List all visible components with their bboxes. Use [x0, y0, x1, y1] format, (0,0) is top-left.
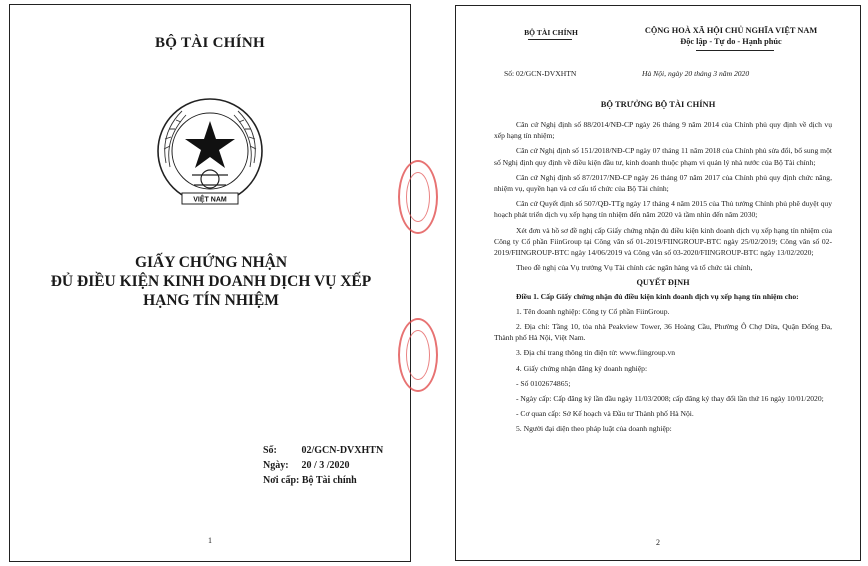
meta-value: Bộ Tài chính [301, 475, 357, 486]
legal-basis-paragraph: Căn cứ Nghị định số 87/2017/NĐ-CP ngày 26 tháng 07 năm 2017 của Chính phủ quy định chức năng, nhiệm vụ, quyền hạn và cơ cấu tổ chức của Bộ Tài chính; [494, 172, 832, 194]
red-seal-stamp [398, 160, 438, 234]
legal-basis-paragraph: Căn cứ Quyết định số 507/QĐ-TTg ngày 17 tháng 4 năm 2015 của Thủ tướng Chính phủ phê duyệt quy hoạch phát triển dịch vụ xếp hạng tín nhiệm đến năm 2020 và tầm nhìn đến năm 2030; [494, 199, 832, 220]
certificate-title-line: GIẤY CHỨNG NHẬN [134, 254, 288, 271]
red-seal-stamp [398, 318, 438, 392]
document-number: Số: 02/GCN-DVXHTN [504, 69, 577, 78]
minister-heading: BỘ TRƯỞNG BỘ TÀI CHÍNH [600, 99, 716, 109]
article-item: 2. Địa chỉ: Tầng 10, tòa nhà Peakview Tower, 36 Hoàng Cầu, Phường Ô Chợ Dừa, Quận Đống Đa, Thành phố Hà Nội, Việt Nam. [494, 322, 832, 343]
legal-basis-paragraph: Căn cứ Nghị định số 88/2014/NĐ-CP ngày 26 tháng 9 năm 2014 của Chính phủ quy định về dịch vụ xếp hạng tín nhiệm; [494, 120, 832, 141]
page-number: 1 [208, 536, 212, 545]
meta-row-number [263, 443, 383, 458]
article-item: 3. Địa chỉ trang thông tin điện tử: www.fiingroup.vn [516, 348, 676, 358]
certificate-title-line: HẠNG TÍN NHIỆM [143, 292, 279, 309]
certificate-meta [263, 443, 383, 488]
emblem-ribbon-text: VIỆT NAM [193, 196, 227, 204]
article-item: - Cơ quan cấp: Sở Kế hoạch và Đầu tư Thành phố Hà Nội. [516, 409, 694, 419]
article-item: 1. Tên doanh nghiệp: Công ty Cổ phần FiinGroup. [516, 306, 670, 316]
legal-basis-paragraph: Xét đơn và hồ sơ đề nghị cấp Giấy chứng nhận đủ điều kiện kinh doanh dịch vụ xếp hạng tín nhiệm của Công ty Cổ phần FiinGroup tại Công văn số 01-2019/FIINGROUP-BTC ngày 25/02/2019; Công văn số 02-2019/FIINGROUP-BTC ngày 14/06/2019 và Công văn số 03-2020/FIINGROUP-BTC ngày 13/02/2020; [494, 225, 832, 258]
article-1: Điều 1. Cấp Giấy chứng nhận đủ điều kiện kinh doanh dịch vụ xếp hạng tín nhiệm cho: [516, 291, 799, 301]
certificate-cover-page [9, 4, 411, 562]
certificate-title-line: ĐỦ ĐIỀU KIỆN KINH DOANH DỊCH VỤ XẾP [50, 273, 372, 290]
nation-name: CỘNG HOÀ XÃ HỘI CHỦ NGHĨA VIỆT NAM [644, 26, 818, 35]
article-item: 5. Người đại diện theo pháp luật của doanh nghiệp: [516, 424, 672, 434]
decision-body [494, 119, 832, 439]
certificate-title [20, 253, 402, 310]
page-number: 2 [656, 538, 660, 547]
decision-heading: QUYẾT ĐỊNH [636, 278, 690, 288]
article-item: - Số 0102674865; [516, 378, 571, 388]
motto-underline [696, 50, 774, 51]
issuer-heading: BỘ TÀI CHÍNH [524, 28, 578, 37]
ministry-title: BỘ TÀI CHÍNH [154, 35, 265, 51]
national-emblem-icon [152, 93, 268, 221]
meta-label: Nơi cấp: [263, 475, 300, 486]
meta-value: 20 / 3 /2020 [301, 460, 350, 471]
meta-row-issuer [263, 473, 383, 488]
issuer-underline [528, 39, 572, 40]
meta-value: 02/GCN-DVXHTN [301, 445, 384, 456]
legal-basis-paragraph: Theo đề nghị của Vụ trưởng Vụ Tài chính các ngân hàng và tổ chức tài chính, [516, 263, 753, 273]
legal-basis-paragraph: Căn cứ Nghị định số 151/2018/NĐ-CP ngày 07 tháng 11 năm 2018 của Chính phủ sửa đổi, bổ sung một số Nghị định quy định về điều kiện đầu tư, kinh doanh thuộc phạm vi quản lý nhà nước của Bộ Tài chính; [494, 146, 832, 167]
document-date: Hà Nội, ngày 20 tháng 3 năm 2020 [642, 69, 750, 78]
meta-row-date [263, 458, 383, 473]
article-item: 4. Giấy chứng nhận đăng ký doanh nghiệp: [516, 363, 648, 373]
meta-label: Ngày: [263, 460, 289, 471]
decision-page [455, 5, 861, 561]
article-item: - Ngày cấp: Cấp đăng ký lần đầu ngày 11/03/2008; cấp đăng ký thay đổi lần thứ 16 ngày 10/01/2020; [516, 394, 824, 404]
national-heading [606, 25, 856, 47]
meta-label: Số: [263, 445, 277, 456]
national-motto: Độc lập - Tự do - Hạnh phúc [680, 37, 782, 46]
